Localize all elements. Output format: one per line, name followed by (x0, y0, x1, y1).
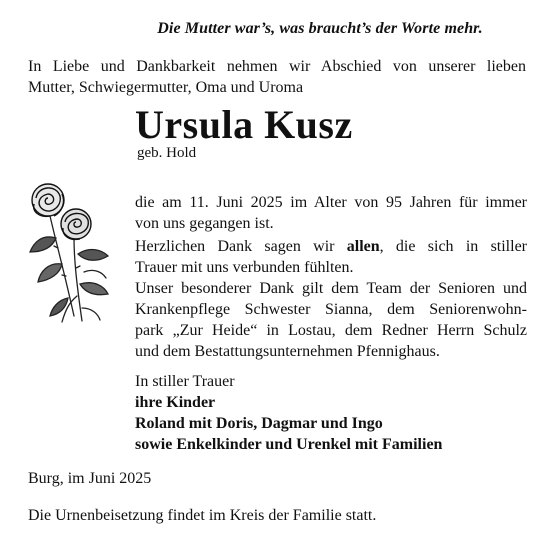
death-line-1: die am 11. Juni 2025 im Alter von 95 Jahren für immer (135, 194, 527, 211)
mourning-line-1: In stiller Trauer (135, 373, 235, 390)
urn-note: Die Urnenbeisetzung findet im Kreis der Familie statt. (28, 507, 377, 524)
deceased-name: Ursula Kusz (135, 102, 353, 147)
intro-line-2: Mutter, Schwiegermutter, Oma und Uroma (28, 79, 304, 96)
birth-name: geb. Hold (137, 145, 197, 161)
rose-icon (22, 176, 122, 328)
thanks-line-1 (135, 236, 527, 257)
death-statement (135, 192, 527, 234)
mourning-line-2: ihre Kinder (135, 394, 216, 411)
thanks-line-6: und dem Bestattungsunternehmen Pfennighaus. (135, 343, 440, 360)
thanks-line-4: Krankenpflege Schwester Sianna, dem Seniorenwohn- (135, 301, 527, 318)
thanks-paragraph (135, 236, 527, 362)
thanks-line-1-start: Herzlichen Dank sagen wir (135, 238, 347, 255)
death-line-2: von uns gegangen ist. (135, 215, 274, 232)
place-date: Burg, im Juni 2025 (28, 470, 152, 487)
thanks-line-5: park „Zur Heide“ in Lostau, dem Redner Herrn Schulz (135, 322, 527, 339)
thanks-line-2: Trauer mit uns verbunden fühlten. (135, 259, 354, 276)
mourning-line-3: Roland mit Doris, Dagmar und Ingo (135, 415, 383, 432)
mourning-line-4: sowie Enkelkinder und Urenkel mit Familien (135, 436, 443, 453)
thanks-line-1-bold: allen (346, 238, 380, 255)
intro-line-1: In Liebe und Dankbarkeit nehmen wir Abschied von unserer lieben (28, 58, 526, 75)
intro-text (28, 56, 526, 98)
thanks-line-3: Unser besonderer Dank gilt dem Team der Senioren und (135, 280, 527, 297)
mourners (135, 371, 527, 455)
motto: Die Mutter war’s, was braucht’s der Worte mehr. (157, 20, 483, 37)
thanks-line-1-end: , die sich in stiller (379, 238, 527, 255)
